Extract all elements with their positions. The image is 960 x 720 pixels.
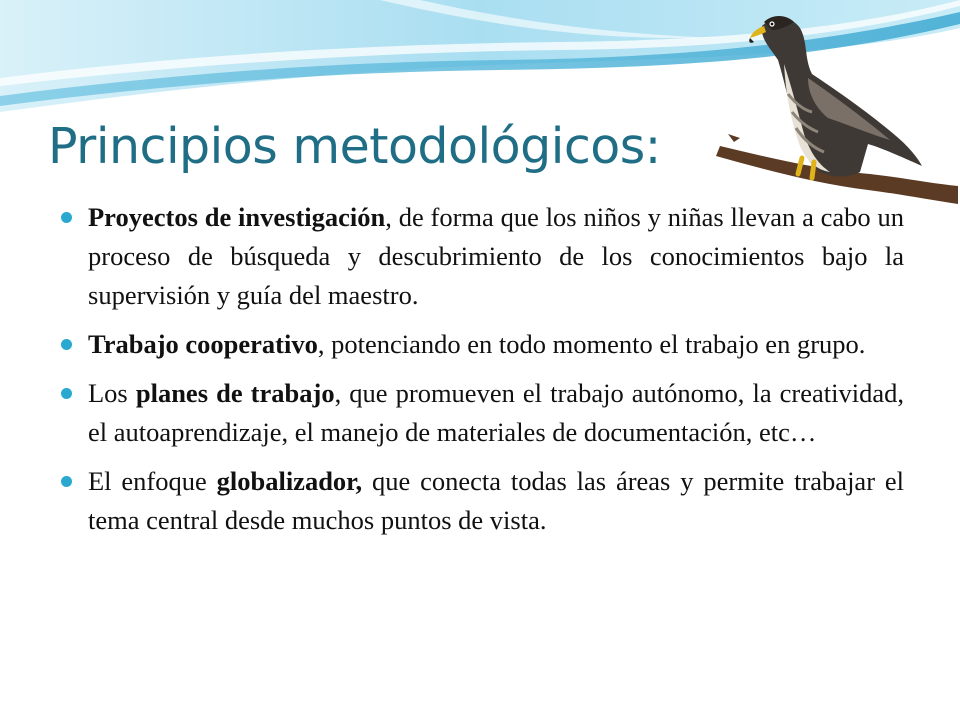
bullet-keyword: planes de trabajo bbox=[135, 378, 335, 408]
bullet-dot-icon bbox=[61, 388, 72, 399]
bullet-list bbox=[60, 198, 904, 550]
eagle-illustration bbox=[700, 8, 960, 208]
bullet-item-work-plans bbox=[60, 374, 904, 452]
bullet-item-globalizing-approach bbox=[60, 462, 904, 540]
bullet-dot-icon bbox=[61, 476, 72, 487]
bullet-text-after: , que promueven el trabajo autónomo, la creatividad, el autoaprendizaje, el manejo de materiales de documentación, etc… bbox=[88, 378, 905, 447]
bullet-item-investigation-projects bbox=[60, 198, 904, 315]
bullet-text-after: , de forma que los niños y niñas llevan a cabo un proceso de búsqueda y descubrimiento de los conocimientos bajo la supervisión y guía del maestro. bbox=[88, 202, 904, 310]
bullet-text-after: , potenciando en todo momento el trabajo en grupo. bbox=[317, 329, 866, 359]
bullet-text-after: que conecta todas las áreas y permite trabajar el tema central desde muchos puntos de vista. bbox=[88, 466, 904, 535]
bullet-item-cooperative-work bbox=[60, 325, 904, 364]
bullet-dot-icon bbox=[61, 339, 72, 350]
bullet-dot-icon bbox=[61, 212, 72, 223]
bullet-text-before: Los bbox=[88, 378, 136, 408]
bullet-keyword: Trabajo cooperativo bbox=[88, 329, 318, 359]
bullet-text-before: El enfoque bbox=[88, 466, 217, 496]
slide-title: Principios metodológicos: bbox=[48, 118, 661, 175]
bullet-keyword: Proyectos de investigación bbox=[88, 202, 386, 232]
bullet-keyword: globalizador, bbox=[216, 466, 363, 496]
